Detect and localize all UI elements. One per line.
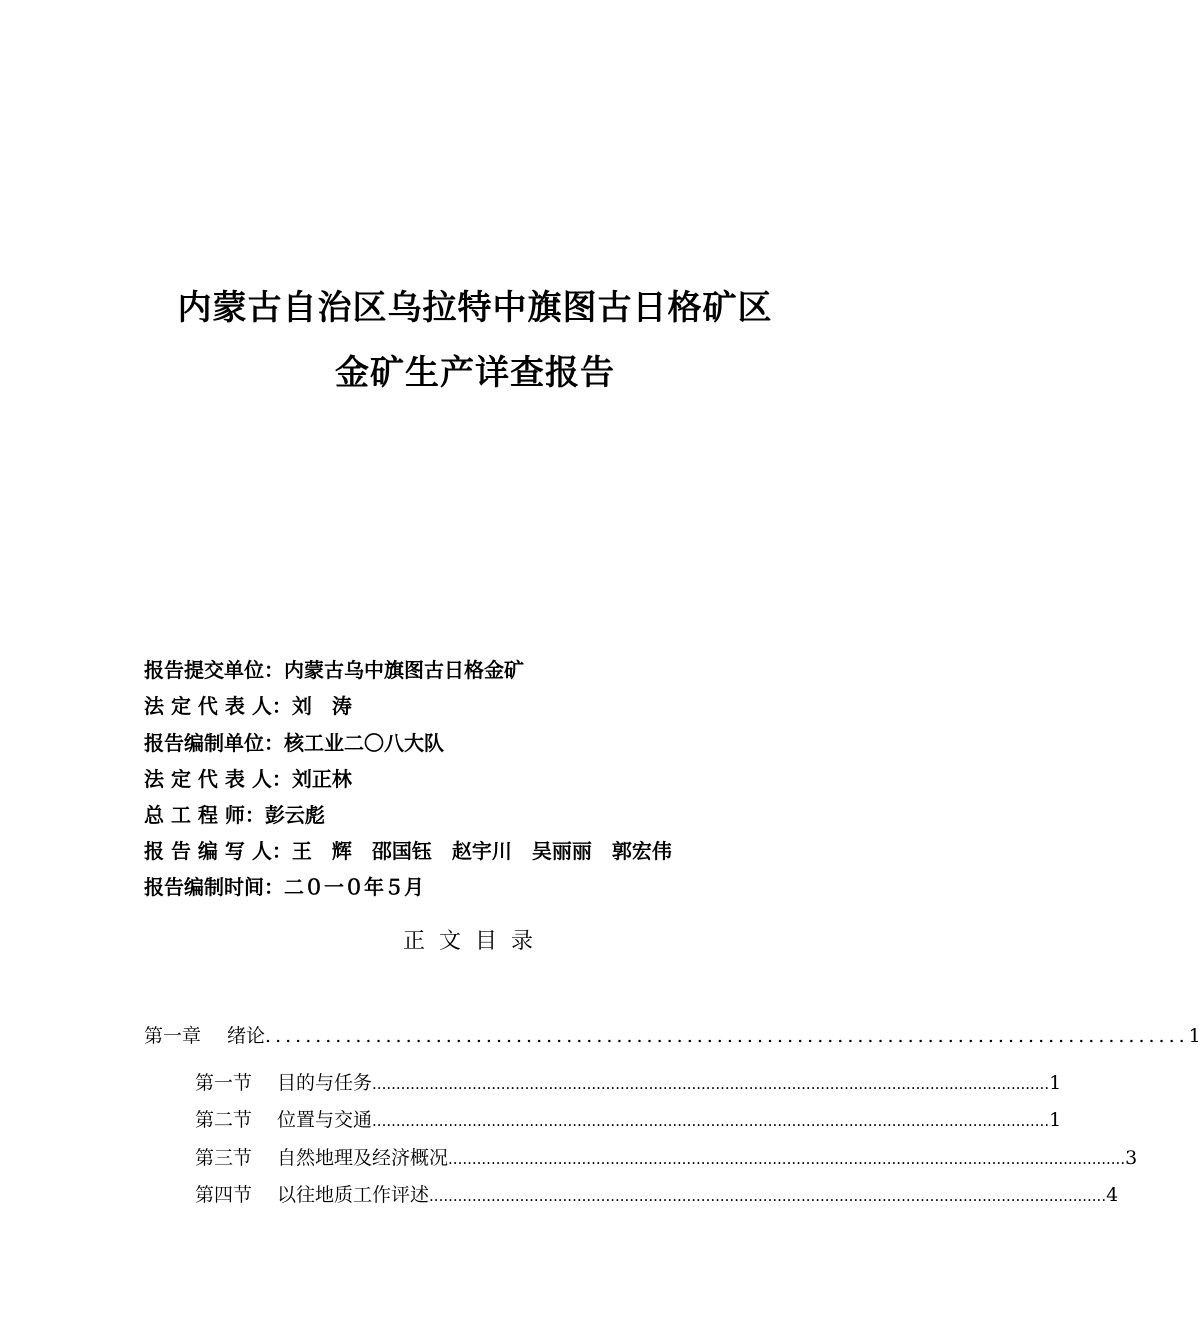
toc-chapter-title: 绪论 [227,1025,266,1047]
info-authors [144,838,672,864]
info-compile-date [144,874,424,900]
info-label: 报告编制时间： [144,875,284,899]
toc-section-title: 自然地理及经济概况 [277,1147,449,1169]
info-submitting-unit [144,657,524,683]
info-label: 报告提交单位： [144,658,284,682]
toc-section-number: 第四节 [195,1184,253,1206]
toc-page-number: 1 [1049,1109,1062,1131]
toc-section-number: 第三节 [195,1147,253,1169]
info-value: 刘 涛 [291,694,352,718]
toc-section-2[interactable] [195,1105,1062,1132]
info-value: 彭云彪 [264,803,325,827]
toc-section-title: 以往地质工作评述 [277,1184,430,1206]
toc-section-title: 位置与交通 [277,1109,373,1131]
toc-heading: 正文目录 [402,929,547,954]
toc-section-number: 第一节 [195,1072,253,1094]
toc-leader-dots: .............................................................................................................................................. [429,1187,1107,1205]
toc-leader-dots: .............................................................................................................................................. [372,1112,1050,1130]
toc-leader-dots: .............................................................................................................................................. [448,1150,1126,1168]
report-title-line-1: 内蒙古自治区乌拉特中旗图古日格矿区 [177,288,773,328]
toc-section-number: 第二节 [195,1109,253,1131]
toc-page-number: 3 [1125,1147,1138,1169]
toc-leader-dots: ............................................................................................ [265,1025,1189,1047]
info-value: 刘正林 [291,767,352,791]
toc-section-3[interactable] [195,1143,1138,1170]
info-label: 总 工 程 师： [144,803,265,827]
info-label: 法 定 代 表 人： [144,694,292,718]
toc-page-number: 4 [1106,1184,1119,1206]
report-title-line-2: 金矿生产详查报告 [335,353,615,393]
toc-leader-dots: .............................................................................................................................................. [372,1075,1050,1093]
info-value: 内蒙古乌中旗图古日格金矿 [284,658,524,682]
info-value: 二０一０年５月 [284,875,424,899]
info-value: 王 辉 邵国钰 赵宇川 吴丽丽 郭宏伟 [291,839,672,863]
info-value: 核工业二〇八大队 [284,731,444,755]
info-legal-representative-1 [144,693,352,719]
toc-chapter-number: 第一章 [144,1025,202,1047]
info-legal-representative-2 [144,766,352,792]
info-label: 法 定 代 表 人： [144,767,292,791]
toc-page-number: 1 [1188,1025,1201,1047]
toc-section-1[interactable] [195,1068,1062,1095]
info-label: 报 告 编 写 人： [144,839,292,863]
toc-page-number: 1 [1049,1072,1062,1094]
toc-section-4[interactable] [195,1180,1119,1207]
info-compiling-unit [144,730,444,756]
toc-chapter-1[interactable] [144,1021,1201,1048]
info-label: 报告编制单位： [144,731,284,755]
info-chief-engineer [144,802,325,828]
toc-section-title: 目的与任务 [277,1072,373,1094]
